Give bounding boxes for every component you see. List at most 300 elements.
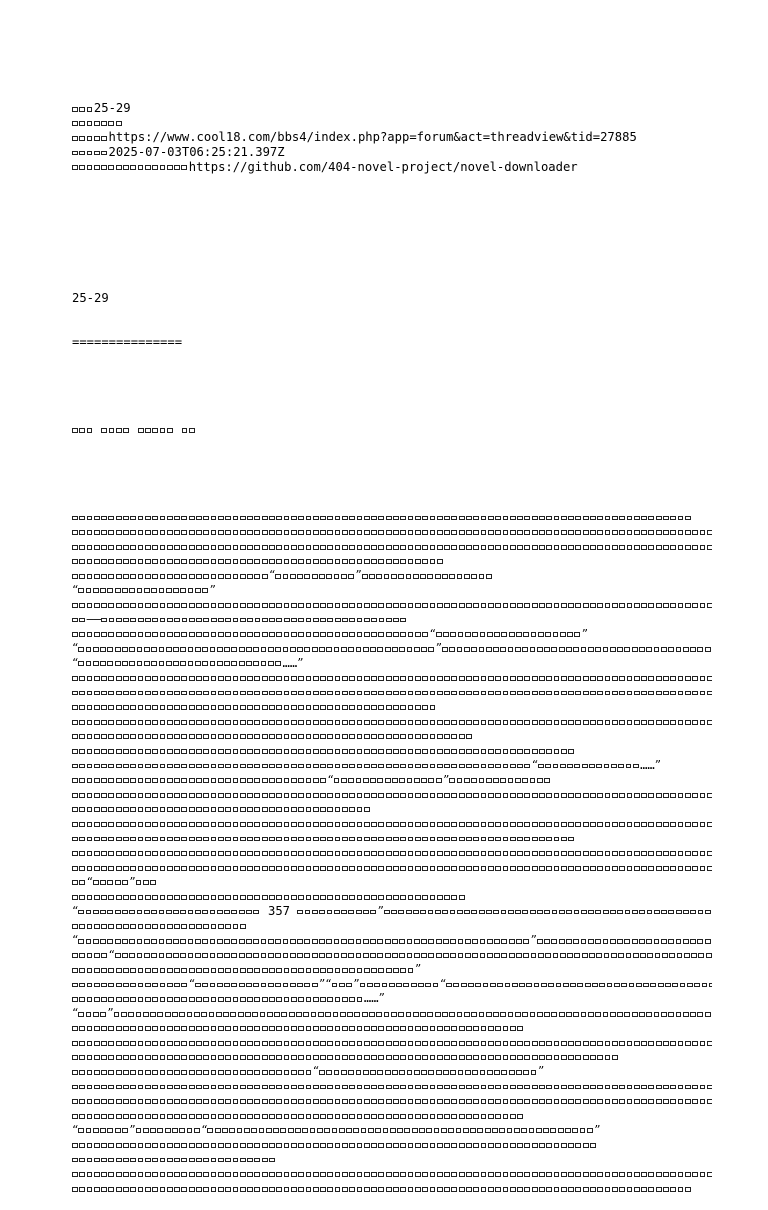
missing-glyph — [138, 691, 144, 696]
missing-glyph — [203, 676, 209, 681]
missing-glyph — [108, 807, 114, 812]
body-line — [72, 700, 712, 715]
missing-glyph — [218, 516, 224, 521]
missing-glyph — [449, 647, 455, 652]
punctuation: …… — [640, 757, 655, 772]
missing-glyph — [93, 910, 99, 915]
missing-glyph — [605, 720, 611, 725]
missing-glyph — [400, 691, 406, 696]
missing-glyph — [408, 676, 414, 681]
missing-glyph — [481, 1085, 487, 1090]
missing-glyph — [138, 574, 144, 579]
missing-glyph — [443, 632, 449, 637]
missing-glyph — [167, 559, 173, 564]
missing-glyph — [116, 691, 122, 696]
missing-glyph — [327, 603, 333, 608]
missing-glyph — [196, 1041, 202, 1046]
missing-glyph — [514, 1128, 520, 1133]
missing-glyph — [254, 764, 260, 769]
missing-glyph — [298, 1070, 304, 1075]
missing-glyph — [189, 1041, 195, 1046]
missing-glyph — [130, 691, 136, 696]
missing-glyph — [335, 764, 341, 769]
missing-glyph — [503, 1143, 509, 1148]
missing-glyph — [539, 1085, 545, 1090]
missing-glyph — [320, 1055, 326, 1060]
missing-glyph — [437, 837, 443, 842]
missing-glyph — [612, 516, 618, 521]
body-line — [72, 729, 712, 744]
missing-glyph — [393, 720, 399, 725]
missing-glyph — [218, 866, 224, 871]
missing-glyph — [335, 618, 341, 623]
missing-glyph — [472, 632, 478, 637]
missing-glyph — [174, 1070, 180, 1075]
missing-glyph — [561, 1099, 567, 1104]
missing-glyph — [203, 1158, 209, 1163]
missing-glyph — [560, 632, 566, 637]
missing-glyph — [130, 516, 136, 521]
missing-glyph — [346, 983, 352, 988]
missing-glyph — [597, 720, 603, 725]
missing-glyph — [327, 968, 333, 973]
body-line — [72, 831, 712, 846]
missing-glyph — [87, 851, 93, 856]
missing-glyph — [559, 939, 565, 944]
missing-glyph — [707, 1172, 712, 1177]
missing-glyph — [451, 1143, 457, 1148]
missing-glyph — [327, 807, 333, 812]
missing-glyph — [167, 837, 173, 842]
missing-glyph — [230, 1012, 236, 1017]
missing-glyph — [159, 939, 165, 944]
missing-glyph — [560, 953, 566, 958]
missing-glyph — [451, 1085, 457, 1090]
missing-glyph — [392, 647, 398, 652]
missing-glyph — [247, 997, 253, 1002]
missing-glyph — [262, 574, 268, 579]
missing-glyph — [685, 1172, 691, 1177]
missing-glyph — [619, 851, 625, 856]
missing-glyph — [400, 676, 406, 681]
missing-glyph — [574, 632, 580, 637]
missing-glyph — [393, 895, 399, 900]
body-line — [72, 510, 712, 525]
missing-glyph — [690, 647, 696, 652]
missing-glyph — [94, 165, 100, 170]
missing-glyph — [539, 1143, 545, 1148]
missing-glyph — [573, 939, 579, 944]
missing-glyph — [473, 1187, 479, 1192]
missing-glyph — [374, 983, 380, 988]
missing-glyph — [357, 837, 363, 842]
missing-glyph — [101, 851, 107, 856]
missing-glyph — [224, 910, 230, 915]
missing-glyph — [558, 1128, 564, 1133]
missing-glyph — [79, 734, 85, 739]
missing-glyph — [109, 618, 115, 623]
missing-glyph — [590, 516, 596, 521]
missing-glyph — [306, 793, 312, 798]
missing-glyph — [145, 1158, 151, 1163]
missing-glyph — [167, 1055, 173, 1060]
missing-glyph — [384, 1012, 390, 1017]
missing-glyph — [87, 632, 93, 637]
missing-glyph — [86, 588, 92, 593]
missing-glyph — [670, 1041, 676, 1046]
missing-glyph — [138, 676, 144, 681]
missing-glyph — [634, 851, 640, 856]
missing-glyph — [218, 574, 224, 579]
missing-glyph — [408, 895, 414, 900]
missing-glyph — [568, 516, 574, 521]
missing-glyph — [87, 107, 93, 112]
missing-glyph — [603, 1012, 609, 1017]
missing-glyph — [385, 953, 391, 958]
missing-glyph — [203, 1172, 209, 1177]
missing-glyph — [612, 1055, 618, 1060]
missing-glyph — [617, 939, 623, 944]
missing-glyph — [160, 778, 166, 783]
missing-glyph — [605, 851, 611, 856]
missing-glyph — [225, 866, 231, 871]
missing-glyph — [700, 822, 706, 827]
missing-glyph — [72, 851, 78, 856]
missing-glyph — [400, 1041, 406, 1046]
missing-glyph — [181, 778, 187, 783]
body-line — [72, 918, 712, 933]
document-page — [72, 72, 712, 1210]
missing-glyph — [218, 1085, 224, 1090]
missing-glyph — [79, 545, 85, 550]
missing-glyph — [371, 968, 377, 973]
missing-glyph — [678, 516, 684, 521]
missing-glyph — [229, 1128, 235, 1133]
missing-glyph — [464, 910, 470, 915]
missing-glyph — [260, 1012, 266, 1017]
missing-glyph — [116, 705, 122, 710]
missing-glyph — [627, 1187, 633, 1192]
missing-glyph — [378, 705, 384, 710]
missing-glyph — [327, 545, 333, 550]
missing-glyph — [211, 1055, 217, 1060]
missing-glyph — [225, 705, 231, 710]
missing-glyph — [408, 837, 414, 842]
missing-glyph — [145, 632, 151, 637]
missing-glyph — [262, 807, 268, 812]
missing-glyph — [501, 632, 507, 637]
missing-glyph — [320, 618, 326, 623]
missing-glyph — [94, 720, 100, 725]
missing-glyph — [211, 676, 217, 681]
missing-glyph — [668, 910, 674, 915]
missing-glyph — [108, 866, 114, 871]
missing-glyph — [276, 720, 282, 725]
missing-glyph — [298, 1187, 304, 1192]
missing-glyph — [590, 545, 596, 550]
missing-glyph — [225, 618, 231, 623]
missing-glyph — [196, 676, 202, 681]
missing-glyph — [138, 895, 144, 900]
missing-glyph — [634, 1099, 640, 1104]
missing-glyph — [501, 1070, 507, 1075]
missing-glyph — [94, 807, 100, 812]
missing-glyph — [332, 1128, 338, 1133]
missing-glyph — [313, 1055, 319, 1060]
missing-glyph — [510, 866, 516, 871]
missing-glyph — [503, 1099, 509, 1104]
missing-glyph — [634, 545, 640, 550]
missing-glyph — [269, 603, 275, 608]
missing-glyph — [320, 632, 326, 637]
missing-glyph — [371, 1085, 377, 1090]
missing-glyph — [437, 822, 443, 827]
missing-glyph — [477, 1128, 483, 1133]
missing-glyph — [138, 559, 144, 564]
missing-glyph — [545, 632, 551, 637]
punctuation: …… — [363, 991, 379, 1006]
missing-glyph — [181, 1026, 187, 1031]
missing-glyph — [473, 1114, 479, 1119]
missing-glyph — [313, 1187, 319, 1192]
missing-glyph — [627, 530, 633, 535]
missing-glyph — [568, 749, 574, 754]
missing-glyph — [116, 1041, 122, 1046]
missing-glyph — [327, 676, 333, 681]
missing-glyph — [546, 1172, 552, 1177]
missing-glyph — [661, 939, 667, 944]
missing-glyph — [481, 1187, 487, 1192]
missing-glyph — [451, 530, 457, 535]
missing-glyph — [488, 1055, 494, 1060]
missing-glyph — [79, 1158, 85, 1163]
missing-glyph — [707, 603, 712, 608]
missing-glyph — [356, 910, 362, 915]
missing-glyph — [306, 1114, 312, 1119]
missing-glyph — [444, 1114, 450, 1119]
missing-glyph — [386, 1114, 392, 1119]
missing-glyph — [568, 793, 574, 798]
missing-glyph — [466, 1055, 472, 1060]
missing-glyph — [327, 822, 333, 827]
missing-glyph — [398, 1012, 404, 1017]
missing-glyph — [297, 939, 303, 944]
missing-glyph — [225, 851, 231, 856]
missing-glyph — [619, 1041, 625, 1046]
missing-glyph — [196, 749, 202, 754]
missing-glyph — [254, 997, 260, 1002]
missing-glyph — [247, 676, 253, 681]
missing-glyph — [130, 997, 136, 1002]
missing-glyph — [393, 559, 399, 564]
missing-glyph — [705, 647, 711, 652]
missing-glyph — [211, 545, 217, 550]
missing-glyph — [87, 545, 93, 550]
missing-glyph — [641, 1172, 647, 1177]
missing-glyph — [174, 720, 180, 725]
missing-glyph — [128, 1012, 134, 1017]
missing-glyph — [87, 997, 93, 1002]
missing-glyph — [195, 910, 201, 915]
missing-glyph — [488, 1187, 494, 1192]
missing-glyph — [503, 1085, 509, 1090]
missing-glyph — [554, 822, 560, 827]
missing-glyph — [116, 851, 122, 856]
body-line — [72, 627, 712, 642]
missing-glyph — [313, 603, 319, 608]
missing-glyph — [87, 807, 93, 812]
missing-glyph — [180, 661, 186, 666]
missing-glyph — [233, 1055, 239, 1060]
missing-glyph — [641, 1041, 647, 1046]
missing-glyph — [137, 647, 143, 652]
missing-glyph — [189, 1172, 195, 1177]
missing-glyph — [437, 895, 443, 900]
missing-glyph — [72, 136, 78, 141]
missing-glyph — [211, 632, 217, 637]
missing-glyph — [319, 1070, 325, 1075]
missing-glyph — [303, 1012, 309, 1017]
missing-glyph — [240, 778, 246, 783]
missing-glyph — [72, 720, 78, 725]
missing-glyph — [554, 1172, 560, 1177]
missing-glyph — [87, 151, 93, 156]
missing-glyph — [466, 691, 472, 696]
missing-glyph — [283, 953, 289, 958]
missing-glyph — [173, 588, 179, 593]
missing-glyph — [574, 764, 580, 769]
missing-glyph — [349, 1099, 355, 1104]
missing-glyph — [116, 121, 122, 126]
missing-glyph — [275, 939, 281, 944]
missing-glyph — [517, 530, 523, 535]
missing-glyph — [539, 676, 545, 681]
missing-glyph — [464, 778, 470, 783]
missing-glyph — [189, 1099, 195, 1104]
missing-glyph — [335, 705, 341, 710]
missing-glyph — [403, 983, 409, 988]
missing-glyph — [392, 953, 398, 958]
missing-glyph — [590, 822, 596, 827]
missing-glyph — [700, 530, 706, 535]
missing-glyph — [152, 1187, 158, 1192]
missing-glyph — [430, 1085, 436, 1090]
missing-glyph — [247, 603, 253, 608]
missing-glyph — [488, 1143, 494, 1148]
punctuation: ” — [209, 582, 216, 597]
missing-glyph — [327, 1187, 333, 1192]
missing-glyph — [130, 720, 136, 725]
missing-glyph — [233, 968, 239, 973]
missing-glyph — [393, 545, 399, 550]
missing-glyph — [290, 939, 296, 944]
missing-glyph — [101, 151, 107, 156]
missing-glyph — [342, 793, 348, 798]
missing-glyph — [72, 1158, 78, 1163]
missing-glyph — [94, 1026, 100, 1031]
missing-glyph — [262, 720, 268, 725]
missing-glyph — [79, 1085, 85, 1090]
missing-glyph — [224, 647, 230, 652]
missing-glyph — [386, 749, 392, 754]
missing-glyph — [364, 749, 370, 754]
missing-glyph — [231, 939, 237, 944]
missing-glyph — [101, 136, 107, 141]
missing-glyph — [284, 866, 290, 871]
missing-glyph — [218, 603, 224, 608]
missing-glyph — [575, 1085, 581, 1090]
missing-glyph — [240, 1172, 246, 1177]
missing-glyph — [276, 749, 282, 754]
missing-glyph — [269, 807, 275, 812]
missing-glyph — [145, 764, 151, 769]
missing-glyph — [203, 968, 209, 973]
missing-glyph — [670, 720, 676, 725]
missing-glyph — [473, 851, 479, 856]
missing-glyph — [391, 574, 397, 579]
missing-glyph — [524, 837, 530, 842]
missing-glyph — [327, 1143, 333, 1148]
missing-glyph — [291, 618, 297, 623]
missing-glyph — [181, 866, 187, 871]
missing-glyph — [145, 778, 151, 783]
missing-glyph — [508, 778, 514, 783]
missing-glyph — [471, 574, 477, 579]
missing-glyph — [493, 778, 499, 783]
missing-glyph — [648, 822, 654, 827]
missing-glyph — [554, 851, 560, 856]
missing-glyph — [412, 1128, 418, 1133]
missing-glyph — [211, 851, 217, 856]
missing-glyph — [87, 559, 93, 564]
missing-glyph — [320, 720, 326, 725]
missing-glyph — [532, 676, 538, 681]
missing-glyph — [189, 618, 195, 623]
missing-glyph — [422, 1114, 428, 1119]
missing-glyph — [116, 1070, 122, 1075]
missing-glyph — [386, 1026, 392, 1031]
missing-glyph — [327, 516, 333, 521]
missing-glyph — [320, 793, 326, 798]
missing-glyph — [210, 910, 216, 915]
missing-glyph — [138, 822, 144, 827]
missing-glyph — [225, 516, 231, 521]
missing-glyph — [357, 1026, 363, 1031]
missing-glyph — [612, 1172, 618, 1177]
missing-glyph — [393, 1187, 399, 1192]
missing-glyph — [269, 749, 275, 754]
punctuation: “ — [72, 1006, 79, 1020]
missing-glyph — [108, 516, 114, 521]
missing-glyph — [108, 720, 114, 725]
missing-glyph — [203, 807, 209, 812]
missing-glyph — [233, 574, 239, 579]
missing-glyph — [327, 837, 333, 842]
missing-glyph — [94, 968, 100, 973]
missing-glyph — [530, 778, 536, 783]
missing-glyph — [87, 603, 93, 608]
missing-glyph — [342, 807, 348, 812]
missing-glyph — [627, 545, 633, 550]
missing-glyph — [295, 1128, 301, 1133]
missing-glyph — [298, 720, 304, 725]
missing-glyph — [290, 983, 296, 988]
missing-glyph — [115, 939, 121, 944]
missing-glyph — [174, 530, 180, 535]
missing-glyph — [327, 793, 333, 798]
missing-glyph — [543, 1128, 549, 1133]
missing-glyph — [495, 866, 501, 871]
